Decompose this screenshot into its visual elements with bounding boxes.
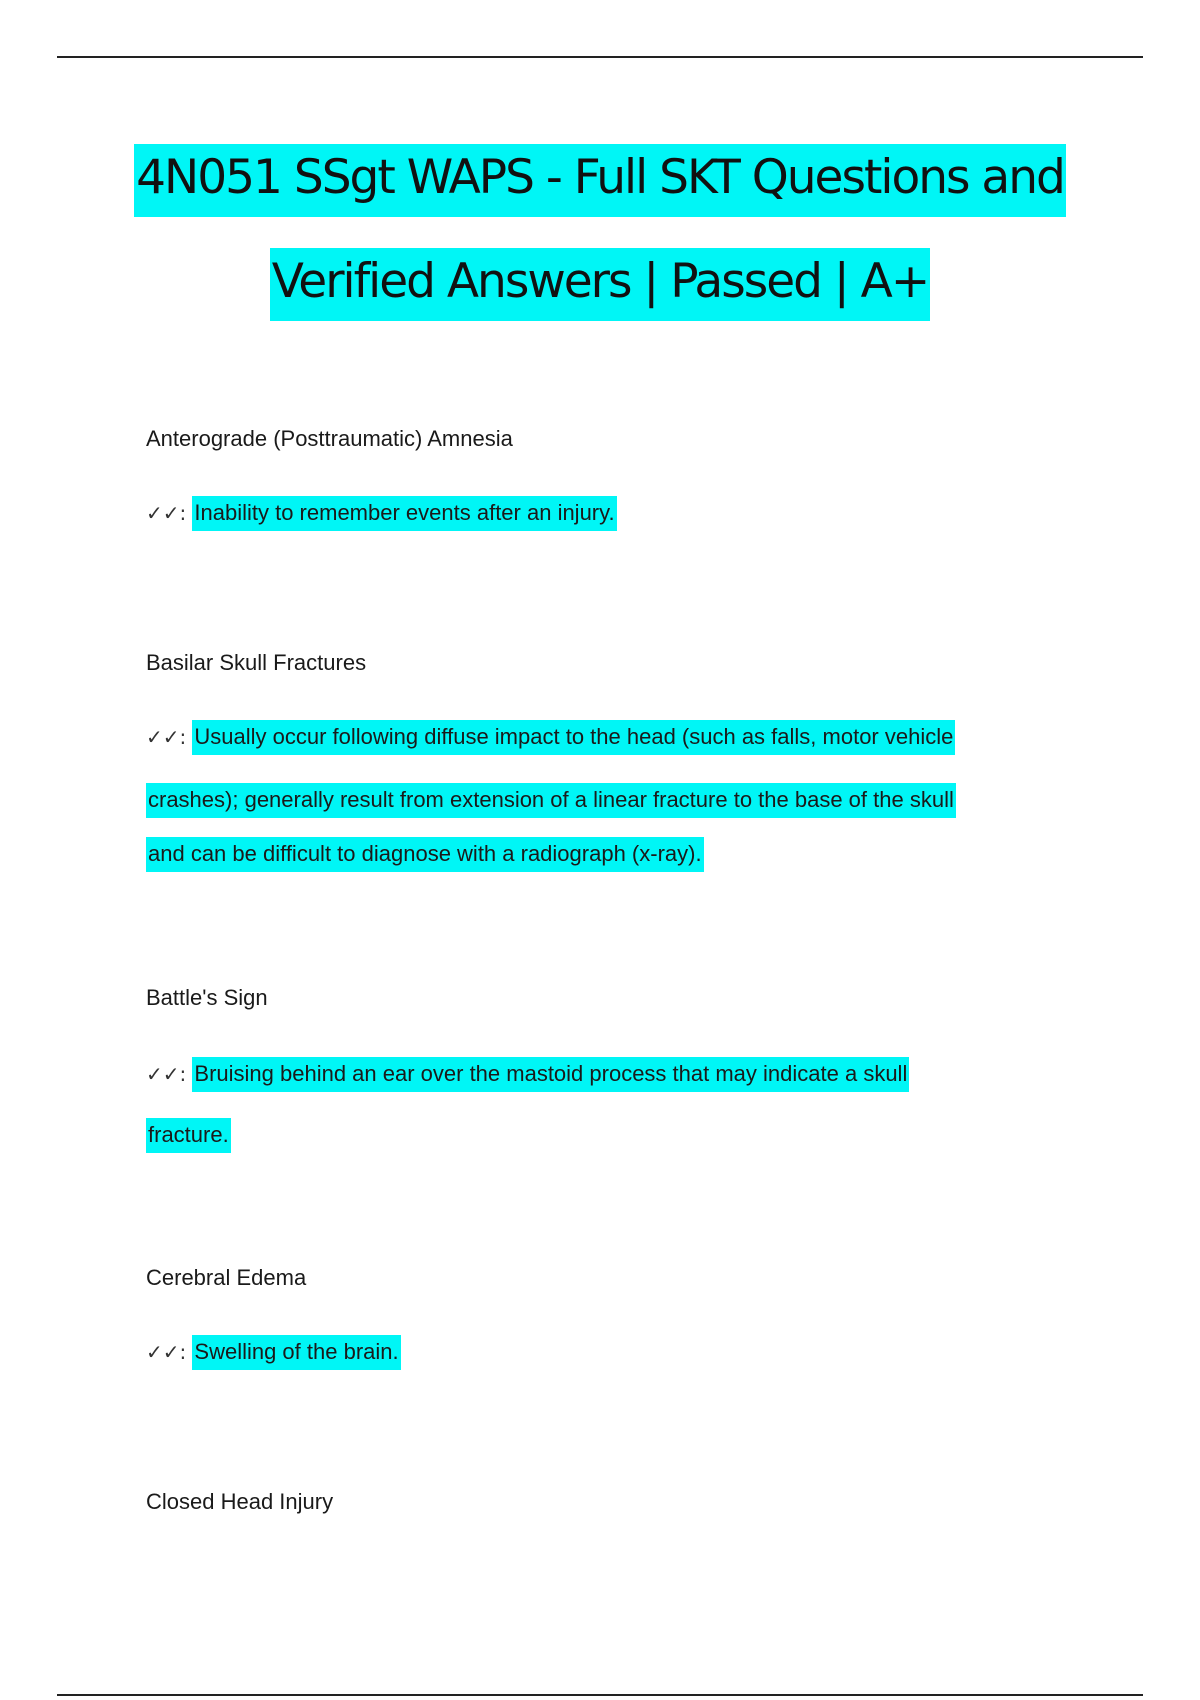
document-title-line-1 xyxy=(0,150,1200,205)
check-marker: ✓✓: xyxy=(146,1062,187,1086)
answer-text: Bruising behind an ear over the mastoid process that may indicate a skull xyxy=(192,1057,909,1092)
answer-line xyxy=(146,500,1046,526)
term-heading: Basilar Skull Fractures xyxy=(146,650,367,675)
check-marker: ✓✓: xyxy=(146,1340,187,1364)
answer-text: and can be difficult to diagnose with a radiograph (x-ray). xyxy=(146,837,704,872)
term-heading: Closed Head Injury xyxy=(146,1489,334,1514)
answer-line xyxy=(146,1122,1046,1148)
answer-line xyxy=(146,1061,1046,1087)
header-rule xyxy=(57,56,1143,58)
answer-line xyxy=(146,787,1046,813)
answer-line xyxy=(146,841,1046,867)
answer-text: fracture. xyxy=(146,1118,231,1153)
answer-text: Inability to remember events after an injury. xyxy=(192,496,616,531)
check-marker: ✓✓: xyxy=(146,501,187,525)
answer-line xyxy=(146,724,1046,750)
answer-text: crashes); generally result from extension of a linear fracture to the base of the skull xyxy=(146,783,956,818)
answer-line xyxy=(146,1339,1046,1365)
answer-text: Usually occur following diffuse impact to the head (such as falls, motor vehicle xyxy=(192,720,955,755)
footer-rule xyxy=(57,1694,1143,1696)
answer-text: Swelling of the brain. xyxy=(192,1335,400,1370)
term-heading: Cerebral Edema xyxy=(146,1265,307,1290)
term-heading: Anterograde (Posttraumatic) Amnesia xyxy=(146,426,513,451)
check-marker: ✓✓: xyxy=(146,725,187,749)
term-heading: Battle's Sign xyxy=(146,985,268,1010)
title-highlight: 4N051 SSgt WAPS - Full SKT Questions and xyxy=(134,144,1066,217)
title-highlight: Verified Answers | Passed | A+ xyxy=(270,248,930,321)
document-title-line-2 xyxy=(0,254,1200,309)
